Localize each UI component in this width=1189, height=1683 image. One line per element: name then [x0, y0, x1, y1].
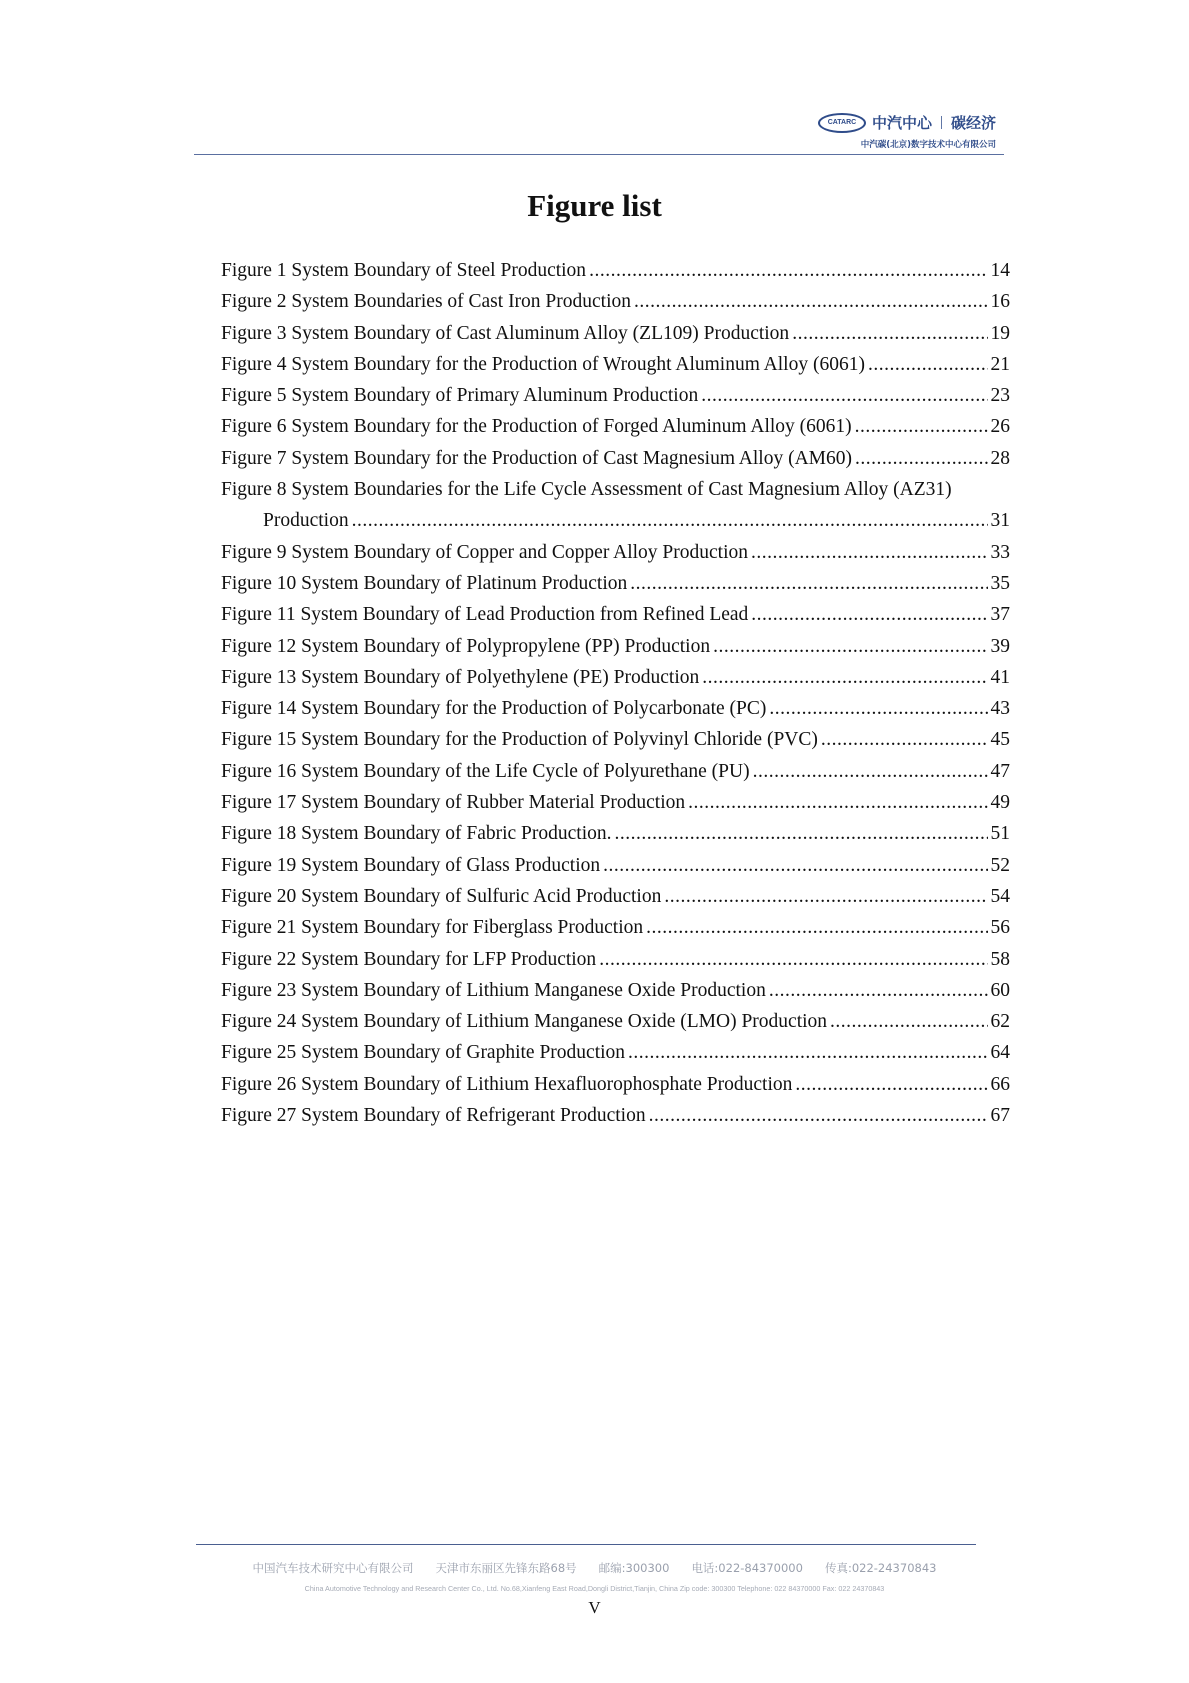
toc-page-number: 31 [990, 510, 1010, 532]
toc-entry[interactable] [221, 1100, 1010, 1131]
figure-list [221, 255, 1010, 1131]
logo-cn-sub-brand: 碳经济 [950, 114, 996, 132]
toc-entry-label: Figure 23 System Boundary of Lithium Manganese Oxide Production [221, 979, 766, 1001]
toc-leader-dots [352, 505, 988, 536]
toc-leader-dots [751, 537, 988, 568]
toc-entry-label: Figure 18 System Boundary of Fabric Production. [221, 823, 612, 845]
footer-zip-cn: 邮编:300300 [598, 1561, 670, 1575]
toc-page-number: 35 [990, 572, 1010, 594]
logo-cn-main: 中汽中心 [871, 114, 932, 132]
toc-page-number: 43 [990, 698, 1010, 720]
toc-page-number: 41 [990, 666, 1010, 688]
toc-page-number: 33 [990, 541, 1010, 563]
footer-address-cn: 天津市东丽区先锋东路68号 [435, 1561, 577, 1575]
toc-leader-dots [603, 850, 987, 881]
toc-entry[interactable] [221, 944, 1010, 975]
toc-page-number: 49 [990, 792, 1010, 814]
toc-page-number: 64 [990, 1042, 1010, 1064]
toc-leader-dots [688, 787, 987, 818]
toc-entry[interactable] [221, 724, 1010, 755]
header-logo [818, 112, 996, 150]
toc-entry-label: Figure 21 System Boundary for Fiberglass Production [221, 917, 644, 939]
logo-row [818, 112, 996, 133]
toc-leader-dots [646, 912, 987, 943]
toc-leader-dots [855, 411, 988, 442]
toc-leader-dots [792, 318, 987, 349]
toc-entry-label: Figure 25 System Boundary of Graphite Production [221, 1042, 626, 1064]
toc-leader-dots [628, 1037, 987, 1068]
toc-leader-dots [701, 380, 987, 411]
toc-entry[interactable] [221, 1006, 1010, 1037]
toc-entry-label: Figure 22 System Boundary for LFP Production [221, 948, 597, 970]
toc-entry[interactable] [221, 599, 1010, 630]
toc-page-number: 16 [990, 291, 1010, 313]
toc-entry[interactable] [221, 631, 1010, 662]
toc-leader-dots [649, 1100, 988, 1131]
toc-leader-dots [855, 443, 988, 474]
toc-leader-dots [769, 693, 987, 724]
toc-entry-label: Figure 7 System Boundary for the Production of Cast Magnesium Alloy (AM60) [221, 447, 852, 469]
toc-entry[interactable] [221, 255, 1010, 286]
toc-page-number: 52 [990, 854, 1010, 876]
toc-entry[interactable] [221, 411, 1010, 442]
toc-entry-label: Figure 16 System Boundary of the Life Cycle of Polyurethane (PU) [221, 760, 750, 782]
footer-fax-cn: 传真:022-24370843 [824, 1561, 937, 1575]
toc-entry[interactable] [221, 568, 1010, 599]
toc-entry[interactable] [221, 787, 1010, 818]
toc-entry[interactable] [221, 443, 1010, 474]
toc-page-number: 62 [990, 1011, 1010, 1033]
toc-entry-label: Figure 19 System Boundary of Glass Production [221, 854, 601, 876]
toc-entry[interactable] [221, 349, 1010, 380]
toc-entry-label: Figure 8 System Boundaries for the Life Cycle Assessment of Cast Magnesium Alloy (AZ31) [221, 479, 952, 501]
toc-entry[interactable] [221, 850, 1010, 881]
toc-page-number: 19 [990, 322, 1010, 344]
toc-entry[interactable] [221, 662, 1010, 693]
toc-entry[interactable] [221, 881, 1010, 912]
toc-entry[interactable] [221, 1069, 1010, 1100]
toc-entry-label: Figure 10 System Boundary of Platinum Production [221, 572, 628, 594]
toc-entry-label: Figure 17 System Boundary of Rubber Material Production [221, 792, 686, 814]
footer-tel-cn: 电话:022-84370000 [691, 1561, 803, 1575]
logo-subtitle: 中汽碳(北京)数字技术中心有限公司 [860, 140, 996, 150]
toc-entry-label: Figure 5 System Boundary of Primary Aluminum Production [221, 385, 699, 407]
toc-entry-label: Figure 3 System Boundary of Cast Aluminum Alloy (ZL109) Production [221, 322, 790, 344]
toc-entry[interactable] [221, 693, 1010, 724]
toc-entry-label: Figure 26 System Boundary of Lithium Hexafluorophosphate Production [221, 1073, 793, 1095]
toc-leader-dots [599, 944, 987, 975]
toc-entry[interactable] [221, 318, 1010, 349]
toc-page-number: 39 [990, 635, 1010, 657]
toc-leader-dots [615, 818, 988, 849]
toc-leader-dots [664, 881, 987, 912]
toc-entry[interactable] [221, 756, 1010, 787]
header-rule [194, 154, 1004, 155]
toc-leader-dots [753, 756, 988, 787]
toc-entry-label-cont: Production [263, 510, 349, 532]
toc-page-number: 37 [990, 604, 1010, 626]
toc-entry[interactable] [221, 474, 1010, 537]
toc-leader-dots [702, 662, 987, 693]
toc-page-number: 58 [990, 948, 1010, 970]
toc-leader-dots [630, 568, 987, 599]
footer-contact-en: China Automotive Technology and Research Center Co., Ltd. No.68,Xianfeng East Road,Dongli District,Tianjin, China Zip code: 300300 Telephone: 022 84370000 Fax: 022 24370843 [304, 1584, 885, 1593]
toc-entry[interactable] [221, 537, 1010, 568]
toc-entry-label: Figure 1 System Boundary of Steel Production [221, 260, 587, 281]
toc-entry-label: Figure 12 System Boundary of Polypropylene (PP) Production [221, 635, 711, 657]
toc-page-number: 45 [990, 729, 1010, 751]
toc-entry-label: Figure 15 System Boundary for the Production of Polyvinyl Chloride (PVC) [221, 729, 818, 751]
toc-leader-dots [769, 975, 988, 1006]
page-number: V [588, 1598, 601, 1617]
toc-entry[interactable] [221, 380, 1010, 411]
toc-leader-dots [830, 1006, 987, 1037]
toc-entry[interactable] [221, 975, 1010, 1006]
footer-rule [196, 1544, 976, 1545]
toc-page-number: 47 [990, 760, 1010, 782]
toc-entry[interactable] [221, 818, 1010, 849]
toc-page-number: 66 [990, 1073, 1010, 1095]
toc-leader-dots [713, 631, 987, 662]
logo-separator: | [939, 114, 943, 130]
toc-entry-label: Figure 4 System Boundary for the Production of Wrought Aluminum Alloy (6061) [221, 353, 865, 375]
toc-entry[interactable] [221, 1037, 1010, 1068]
toc-entry-label: Figure 27 System Boundary of Refrigerant Production [221, 1105, 646, 1127]
footer-contact-cn [0, 1560, 1189, 1576]
toc-page-number: 56 [990, 917, 1010, 939]
toc-entry-label: Figure 11 System Boundary of Lead Production from Refined Lead [221, 604, 749, 626]
toc-page-number: 28 [990, 447, 1010, 469]
catarc-logo-icon: CATARC [818, 113, 866, 133]
toc-entry-label: Figure 13 System Boundary of Polyethylene (PE) Production [221, 666, 700, 688]
footer-company-cn: 中国汽车技术研究中心有限公司 [252, 1561, 414, 1575]
toc-page-number: 67 [990, 1105, 1010, 1127]
toc-leader-dots [795, 1069, 987, 1100]
toc-page-number: 60 [990, 979, 1010, 1001]
toc-page-number: 51 [990, 823, 1010, 845]
toc-page-number: 21 [990, 353, 1010, 375]
toc-page-number: 54 [990, 885, 1010, 907]
toc-leader-dots [751, 599, 987, 630]
page-title: Figure list [527, 188, 662, 223]
toc-entry[interactable] [221, 912, 1010, 943]
toc-entry-label: Figure 9 System Boundary of Copper and Copper Alloy Production [221, 541, 748, 563]
toc-entry[interactable] [221, 286, 1010, 317]
toc-leader-dots [821, 724, 988, 755]
toc-entry-label: Figure 2 System Boundaries of Cast Iron Production [221, 291, 632, 313]
toc-page-number: 23 [990, 385, 1010, 407]
toc-page-number: 26 [990, 416, 1010, 438]
toc-leader-dots [634, 286, 987, 317]
toc-entry-label: Figure 14 System Boundary for the Production of Polycarbonate (PC) [221, 698, 767, 720]
toc-entry-label: Figure 20 System Boundary of Sulfuric Acid Production [221, 885, 662, 907]
toc-page-number: 14 [990, 260, 1010, 281]
toc-entry-label: Figure 24 System Boundary of Lithium Manganese Oxide (LMO) Production [221, 1011, 828, 1033]
toc-leader-dots [868, 349, 988, 380]
toc-entry-label: Figure 6 System Boundary for the Production of Forged Aluminum Alloy (6061) [221, 416, 852, 438]
toc-leader-dots [589, 255, 987, 286]
